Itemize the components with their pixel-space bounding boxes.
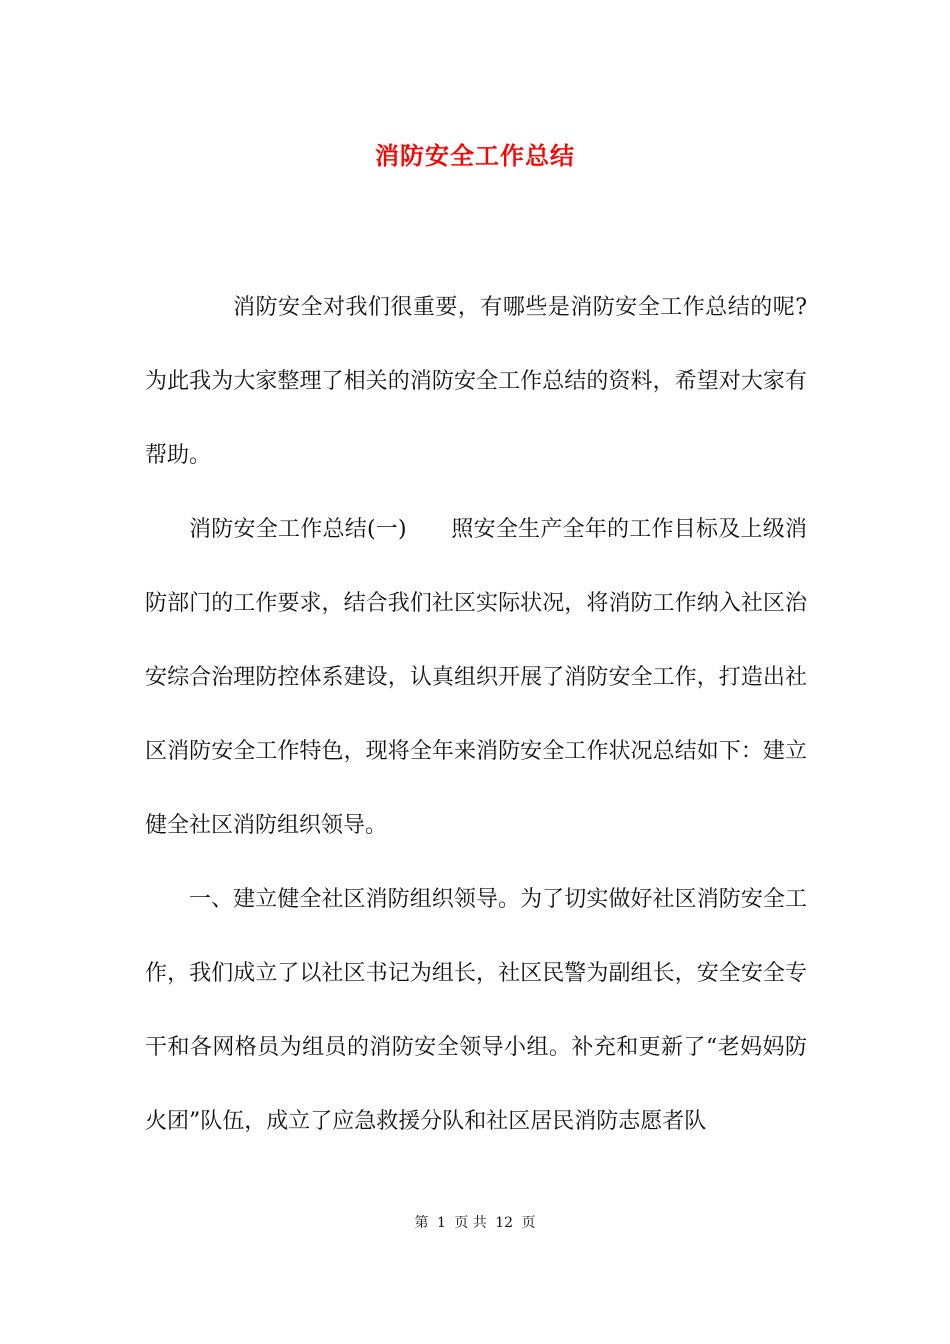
paragraph-section-one: 一、建立健全社区消防组织领导。为了切实做好社区消防安全工作，我们成立了以社区书记为组长，社区民警为副组长，安全安全专干和各网格员为组员的消防安全领导小组。补充和更新了“老妈妈防火团”队伍，成立了应急救援分队和社区居民消防志愿者队 xyxy=(145,887,807,1134)
document-title: 消防安全工作总结 xyxy=(375,141,575,170)
footer-middle: 页 共 xyxy=(454,1215,487,1231)
footer-total-pages: 12 xyxy=(495,1215,514,1231)
paragraph-summary-one: 消防安全工作总结(一) 照安全生产全年的工作目标及上级消防部门的工作要求，结合我们社区实际状况，将消防工作纳入社区治安综合治理防控体系建设，认真组织开展了消防安全工作，打造出社区消防安全工作特色，现将全年来消防安全工作状况总结如下：建立健全社区消防组织领导。 xyxy=(145,517,807,838)
page-footer xyxy=(0,1212,950,1232)
footer-prefix: 第 xyxy=(414,1215,429,1231)
paragraph-intro: 消防安全对我们很重要，有哪些是消防安全工作总结的呢?为此我为大家整理了相关的消防安全工作总结的资料，希望对大家有帮助。 xyxy=(145,295,807,468)
document-body xyxy=(145,271,807,1159)
footer-current-page: 1 xyxy=(436,1215,446,1231)
footer-suffix: 页 xyxy=(521,1215,536,1231)
